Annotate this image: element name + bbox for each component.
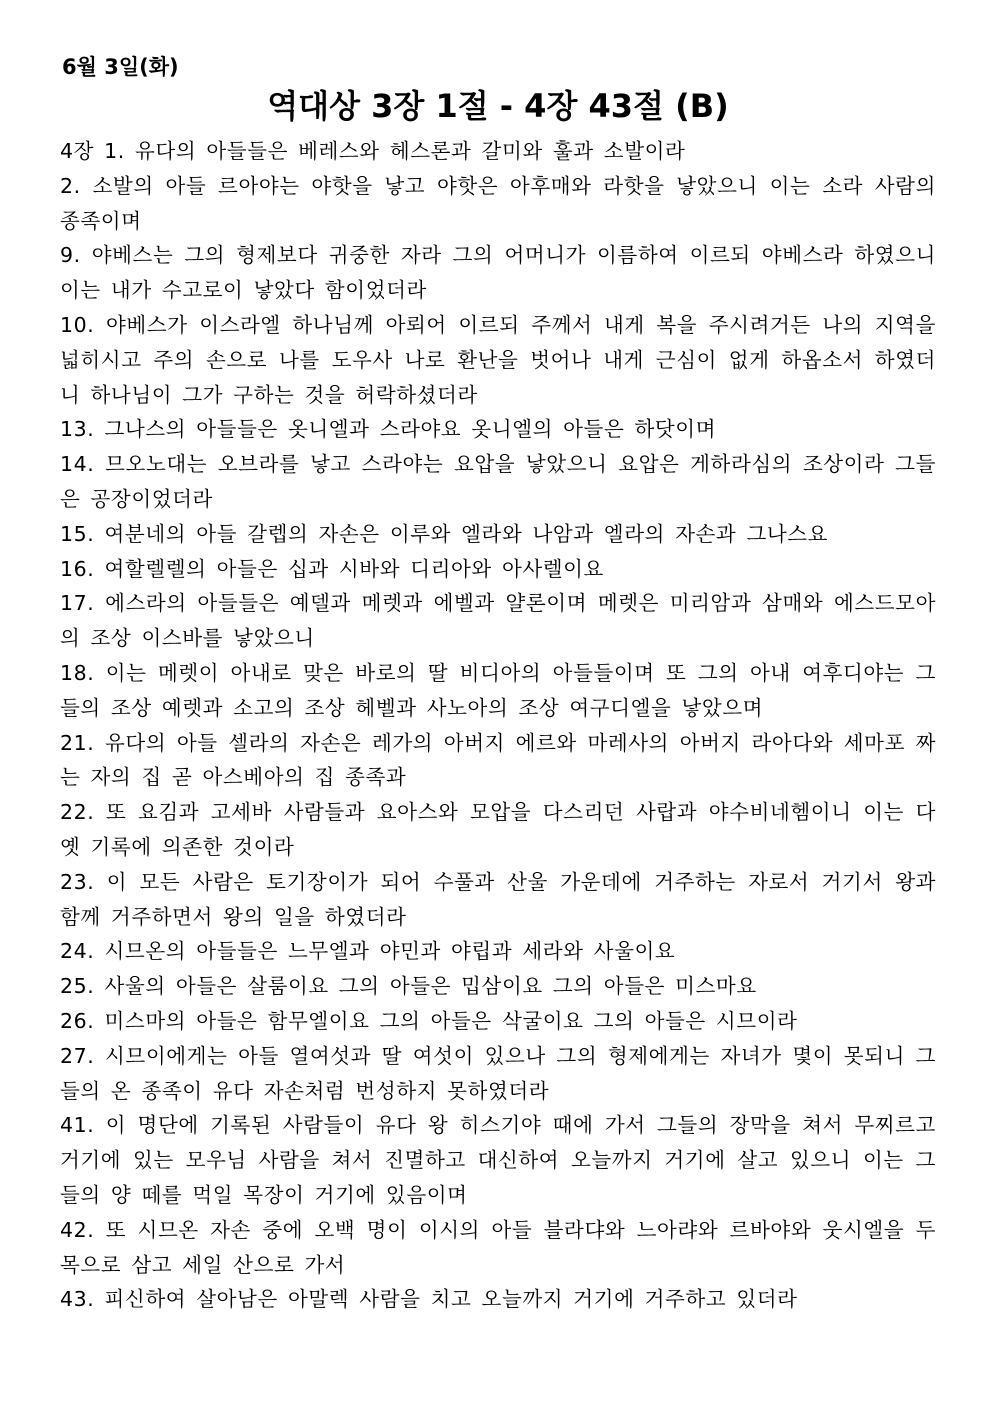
page-title: 역대상 3장 1절 - 4장 43절 (B) <box>267 87 729 125</box>
verse-text: 14. 므오노대는 오브라를 낳고 스라야는 요압을 낳았으니 요압은 게하라심의 조상이라 그들은 공장이었더라 <box>60 452 936 511</box>
verse-text: 16. 여할렐렐의 아들은 십과 시바와 디리아와 아사렐이요 <box>60 556 604 581</box>
verse-text: 26. 미스마의 아들은 함무엘이요 그의 아들은 삭굴이요 그의 아들은 시므이라 <box>60 1008 798 1033</box>
verse-text: 9. 야베스는 그의 형제보다 귀중한 자라 그의 어머니가 이름하여 이르되 야베스라 하였으니 이는 내가 수고로이 낳았다 함이었더라 <box>60 243 936 303</box>
verse-text: 2. 소발의 아들 르아야는 야핫을 낳고 야핫은 아후매와 라핫을 낳았으니 이는 소라 사람의 종족이며 <box>60 173 936 233</box>
verse-text: 10. 야베스가 이스라엘 하나님께 아뢰어 이르되 주께서 내게 복을 주시려거든 나의 지역을 넓히시고 주의 손으로 나를 도우사 나로 환난을 벗어나 내게 근심이 없게 하옵소서 하였더니 하나님이 그가 구하는 것을 허락하셨더라 <box>60 312 936 407</box>
document-page <box>60 52 936 1317</box>
verse-text: 17. 에스라의 아들들은 예델과 메렛과 에벨과 얄론이며 메렛은 미리암과 삼매와 에스드모아의 조상 이스바를 낳았으니 <box>60 591 936 651</box>
verse-text: 18. 이는 메렛이 아내로 맞은 바로의 딸 비디아의 아들들이며 또 그의 아내 여후디야는 그들의 조상 예렛과 소고의 조상 헤벨과 사노아의 조상 여구디엘을 낳았으며 <box>60 660 936 720</box>
verse-text: 21. 유다의 아들 셀라의 자손은 레가의 아버지 에르와 마레사의 아버지 라아다와 세마포 짜는 자의 집 곧 아스베아의 집 종족과 <box>60 730 936 790</box>
verse-text: 27. 시므이에게는 아들 열여섯과 딸 여섯이 있으나 그의 형제에게는 자녀가 몇이 못되니 그들의 온 종족이 유다 자손처럼 번성하지 못하였더라 <box>60 1043 936 1103</box>
verse-text: 22. 또 요김과 고세바 사람들과 요아스와 모압을 다스리던 사랍과 야수비네헴이니 이는 다 옛 기록에 의존한 것이라 <box>60 800 936 859</box>
verse-text: 25. 사울의 아들은 살룸이요 그의 아들은 밉삼이요 그의 아들은 미스마요 <box>60 974 757 999</box>
verse-text: 43. 피신하여 살아남은 아말렉 사람을 치고 오늘까지 거기에 거주하고 있더라 <box>60 1287 798 1312</box>
verse-text: 13. 그나스의 아들들은 옷니엘과 스라야요 옷니엘의 아들은 하닷이며 <box>60 417 717 442</box>
verse-text: 42. 또 시므온 자손 중에 오백 명이 이시의 아들 블라댜와 느아랴와 르바야와 웃시엘을 두목으로 삼고 세일 산으로 가서 <box>60 1217 936 1277</box>
date-label: 6월 3일(화) <box>62 55 179 79</box>
verse-text: 15. 여분네의 아들 갈렙의 자손은 이루와 엘라와 나암과 엘라의 자손과 그나스요 <box>60 521 829 546</box>
verse-text: 23. 이 모든 사람은 토기장이가 되어 수풀과 산울 가운데에 거주하는 자로서 거기서 왕과 함께 거주하면서 왕의 일을 하였더라 <box>60 869 936 929</box>
verse-text: 4장 1. 유다의 아들들은 베레스와 헤스론과 갈미와 훌과 소발이라 <box>60 139 686 163</box>
verse-list <box>60 134 936 1317</box>
verse-text: 41. 이 명단에 기록된 사람들이 유다 왕 히스기야 때에 가서 그들의 장막을 쳐서 무찌르고 거기에 있는 모우님 사람을 쳐서 진멸하고 대신하여 오늘까지 거기에 살고 있으니 이는 그들의 양 떼를 먹일 목장이 거기에 있음이며 <box>60 1113 936 1207</box>
verse-text: 24. 시므온의 아들들은 느무엘과 야민과 야립과 세라와 사울이요 <box>60 939 676 964</box>
